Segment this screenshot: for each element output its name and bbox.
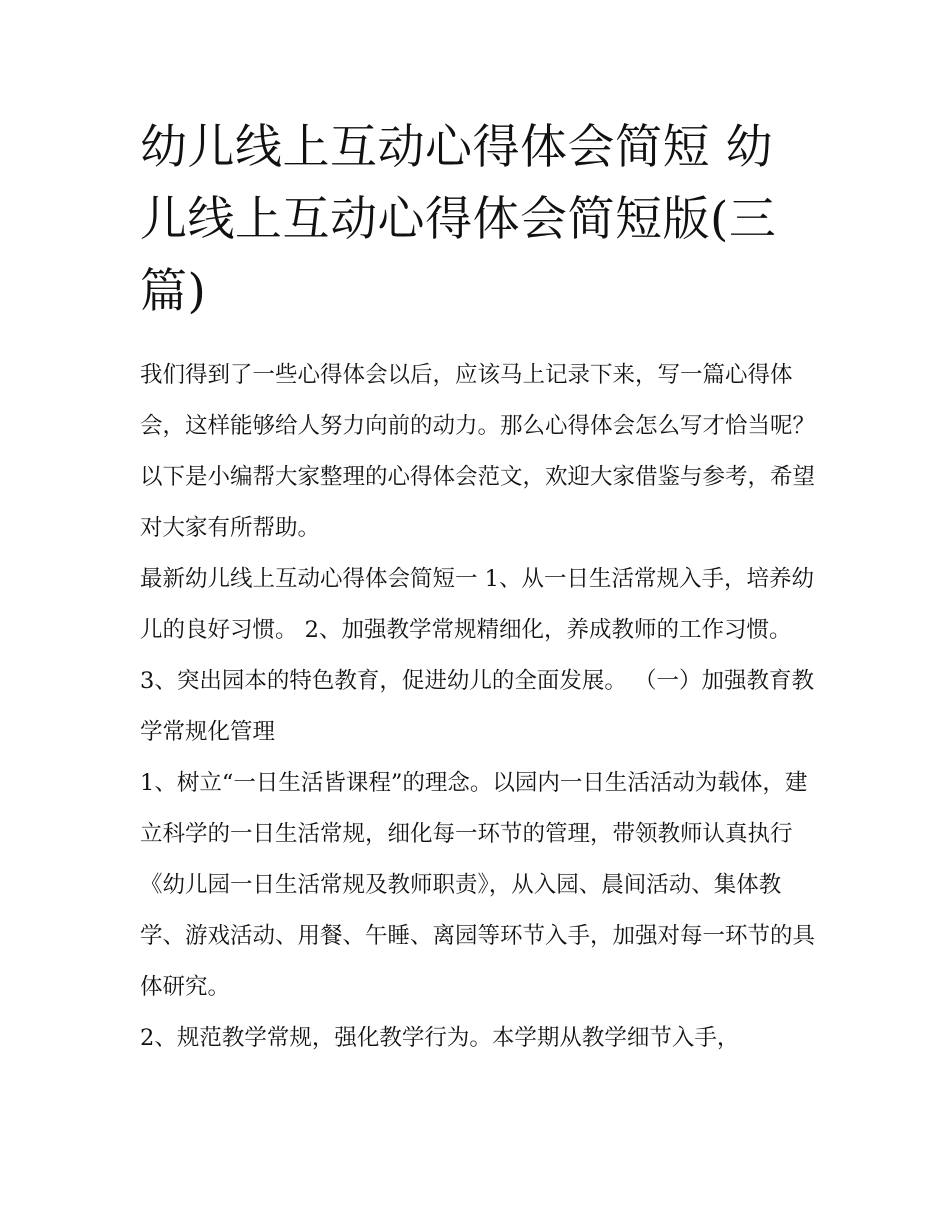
document-page (140, 112, 815, 1064)
paragraph-intro: 我们得到了一些心得体会以后，应该马上记录下来，写一篇心得体会，这样能够给人努力向前的动力。那么心得体会怎么写才恰当呢？以下是小编帮大家整理的心得体会范文，欢迎大家借鉴与参考，希望对大家有所帮助。 (140, 362, 816, 541)
paragraph-3: 1、树立“一日生活皆课程”的理念。以园内一日生活活动为载体，建立科学的一日生活常规，细化每一环节的管理，带领教师认真执行《幼儿园一日生活常规及教师职责》，从入园、晨间活动、集体教学、游戏活动、用餐、午睡、离园等环节入手，加强对每一环节的具体研究。 (140, 770, 816, 1000)
document-title: 幼儿线上互动心得体会简短 幼儿线上互动心得体会简短版(三篇) (140, 120, 777, 319)
paragraph-4: 2、规范教学常规，强化教学行为。本学期从教学细节入手， (140, 1025, 740, 1051)
paragraph-1: 最新幼儿线上互动心得体会简短一 1、从一日生活常规入手，培养幼儿的良好习惯。 2、加强教学常规精细化，养成教师的工作习惯。 (140, 566, 814, 643)
paragraph-2: 3、突出园本的特色教育，促进幼儿的全面发展。 （一）加强教育教学常规化管理 (140, 668, 814, 745)
